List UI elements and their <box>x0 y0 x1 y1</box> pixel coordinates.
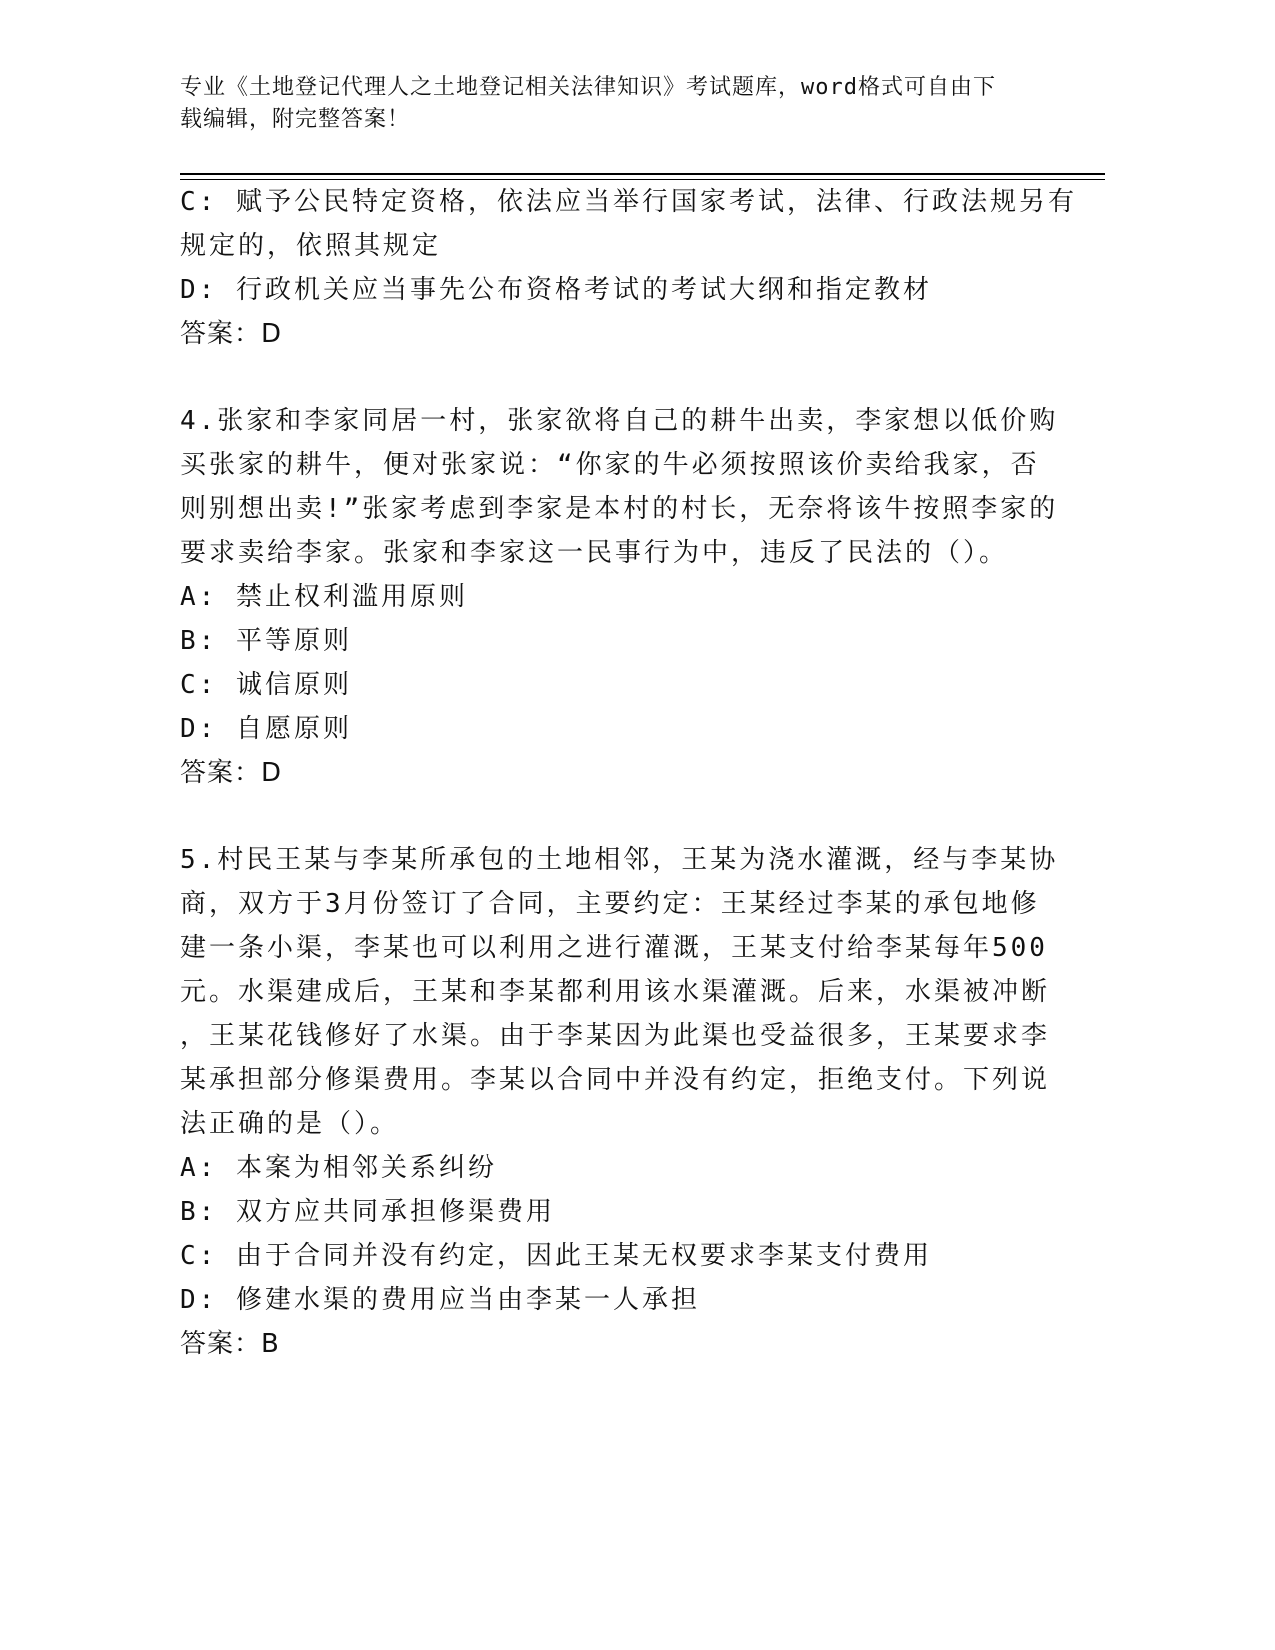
option-b: B: 平等原则 <box>180 626 352 656</box>
option-d: D: 修建水渠的费用应当由李某一人承担 <box>180 1285 700 1315</box>
question-stem-line: 建一条小渠，李某也可以利用之进行灌溉，王某支付给李某每年500 <box>180 933 1048 963</box>
header-title-line-2: 载编辑，附完整答案！ <box>180 107 411 132</box>
header-title-line-1: 专业《土地登记代理人之土地登记相关法律知识》考试题库，word格式可自由下 <box>180 75 996 100</box>
question-content <box>180 180 1077 1366</box>
question-stem-line: 商，双方于3月份签订了合同，主要约定：王某经过李某的承包地修 <box>180 889 1040 919</box>
question-stem-line: 法正确的是（）。 <box>180 1109 400 1139</box>
question-stem-line: 4.张家和李家同居一村，张家欲将自己的耕牛出卖，李家想以低价购 <box>180 406 1059 436</box>
header-divider-thick <box>180 173 1105 175</box>
question-stem-line: 某承担部分修渠费用。李某以合同中并没有约定，拒绝支付。下列说 <box>180 1065 1051 1095</box>
question-4 <box>180 399 1059 795</box>
answer: 答案：B <box>180 1329 280 1359</box>
question-3-tail <box>180 180 1077 356</box>
option-b: B: 双方应共同承担修渠费用 <box>180 1197 555 1227</box>
option-c: C: 由于合同并没有约定，因此王某无权要求李某支付费用 <box>180 1241 932 1271</box>
option-a: A: 禁止权利滥用原则 <box>180 582 468 612</box>
question-stem-line: 要求卖给李家。张家和李家这一民事行为中，违反了民法的（）。 <box>180 538 1009 568</box>
option-c: C: 诚信原则 <box>180 670 352 700</box>
question-stem-line: 买张家的耕牛，便对张家说：“你家的牛必须按照该价卖给我家，否 <box>180 450 1040 480</box>
page-header <box>180 72 1060 136</box>
option-d: D: 行政机关应当事先公布资格考试的考试大纲和指定教材 <box>180 275 932 305</box>
option-c-continued: 规定的，依照其规定 <box>180 231 442 261</box>
spacer <box>180 795 1040 838</box>
answer: 答案：D <box>180 319 283 349</box>
question-stem-line: 元。水渠建成后，王某和李某都利用该水渠灌溉。后来，水渠被冲断 <box>180 977 1051 1007</box>
option-a: A: 本案为相邻关系纠纷 <box>180 1153 497 1183</box>
question-5 <box>180 838 1059 1366</box>
spacer <box>180 356 1040 399</box>
option-d: D: 自愿原则 <box>180 714 352 744</box>
option-c: C: 赋予公民特定资格，依法应当举行国家考试，法律、行政法规另有 <box>180 187 1077 217</box>
question-stem-line: 5.村民王某与李某所承包的土地相邻，王某为浇水灌溉，经与李某协 <box>180 845 1059 875</box>
question-stem-line: 则别想出卖!”张家考虑到李家是本村的村长，无奈将该牛按照李家的 <box>180 494 1059 524</box>
answer: 答案：D <box>180 758 283 788</box>
question-stem-line: ，王某花钱修好了水渠。由于李某因为此渠也受益很多，王某要求李 <box>180 1021 1051 1051</box>
